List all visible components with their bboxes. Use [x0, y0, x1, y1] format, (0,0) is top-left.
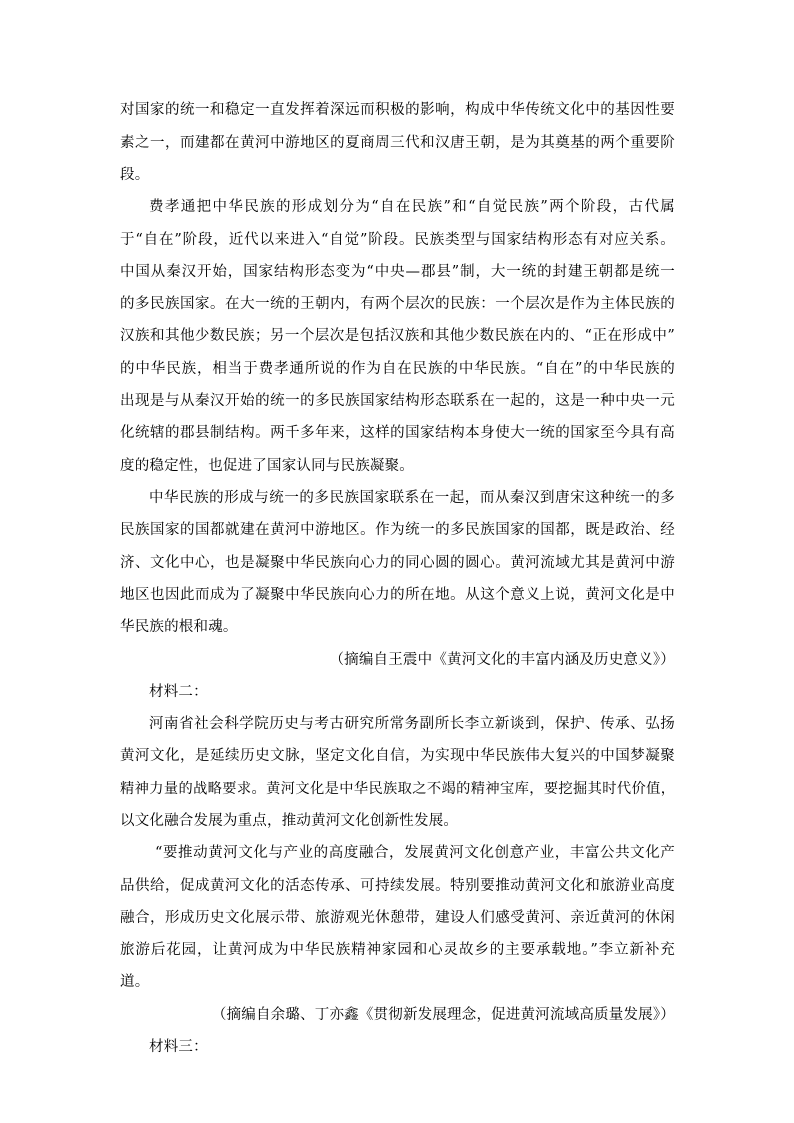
text-line: 素之一，而建都在黄河中游地区的夏商周三代和汉唐王朝，是为其奠基的两个重要阶	[120, 135, 675, 151]
text-line: 旅游后花园，让黄河成为中华民族精神家园和心灵故乡的主要承载地。”李立新补充	[120, 942, 675, 958]
text-line: 对国家的统一和稳定一直发挥着深远而积极的影响，构成中华传统文化中的基因性要	[120, 102, 675, 118]
text-line: 出现是与从秦汉开始的统一的多民族国家结构形态联系在一起的，这是一种中央一元	[120, 393, 675, 409]
text-line: 中国从秦汉开始，国家结构形态变为“中央—郡县”制，大一统的封建王朝都是统一	[120, 264, 675, 280]
text-line: 河南省社会科学院历史与考古研究所常务副所长李立新谈到，保护、传承、弘扬	[149, 716, 675, 732]
text-line: “要推动黄河文化与产业的高度融合，发展黄河文化创意产业，丰富公共文化产	[155, 845, 675, 861]
text-line: 费孝通把中华民族的形成划分为“自在民族”和“自觉民族”两个阶段，古代属	[149, 199, 675, 215]
text-line: 济、文化中心，也是凝聚中华民族向心力的同心圆的圆心。黄河流域尤其是黄河中游	[120, 555, 675, 571]
text-line: 品供给，促成黄河文化的活态传承、可持续发展。特别要推动黄河文化和旅游业高度	[120, 878, 675, 894]
text-line: 度的稳定性，也促进了国家认同与民族凝聚。	[120, 458, 414, 474]
text-line: 民族国家的国都就建在黄河中游地区。作为统一的多民族国家的国都，既是政治、经	[120, 522, 675, 538]
text-line: 黄河文化，是延续历史文脉，坚定文化自信，为实现中华民族伟大复兴的中国梦凝聚	[120, 748, 675, 764]
text-line: 中华民族的形成与统一的多民族国家联系在一起，而从秦汉到唐宋这种统一的多	[149, 490, 675, 506]
text-line: 地区也因此而成为了凝聚中华民族向心力的所在地。从这个意义上说，黄河文化是中	[120, 587, 675, 603]
text-line: 华民族的根和魂。	[120, 619, 238, 635]
text-line: 的中华民族，相当于费孝通所说的作为自在民族的中华民族。“自在”的中华民族的	[120, 361, 675, 377]
text-line: 汉族和其他少数民族；另一个层次是包括汉族和其他少数民族在内的、“正在形成中”	[120, 328, 675, 344]
source-citation: （摘编自王震中《黄河文化的丰富内涵及历史意义》）	[329, 652, 675, 668]
text-line: 的多民族国家。在大一统的王朝内，有两个层次的民族：一个层次是作为主体民族的	[120, 296, 675, 312]
text-line: 于“自在”阶段，近代以来进入“自觉”阶段。民族类型与国家结构形态有对应关系。	[120, 232, 675, 248]
text-line: 道。	[120, 974, 150, 990]
text-line: 段。	[120, 167, 150, 183]
section-heading: 材料二：	[149, 684, 208, 700]
section-heading: 材料三：	[149, 1039, 208, 1055]
text-line: 融合，形成历史文化展示带、旅游观光休憩带，建设人们感受黄河、亲近黄河的休闲	[120, 910, 675, 926]
source-citation: （摘编自余璐、丁亦鑫《贯彻新发展理念，促进黄河流域高质量发展》）	[211, 1007, 675, 1023]
text-line: 精神力量的战略要求。黄河文化是中华民族取之不竭的精神宝库，要挖掘其时代价值，	[120, 781, 675, 797]
text-line: 以文化融合发展为重点，推动黄河文化创新性发展。	[120, 813, 459, 829]
text-line: 化统辖的郡县制结构。两千多年来，这样的国家结构本身使大一统的国家至今具有高	[120, 425, 675, 441]
